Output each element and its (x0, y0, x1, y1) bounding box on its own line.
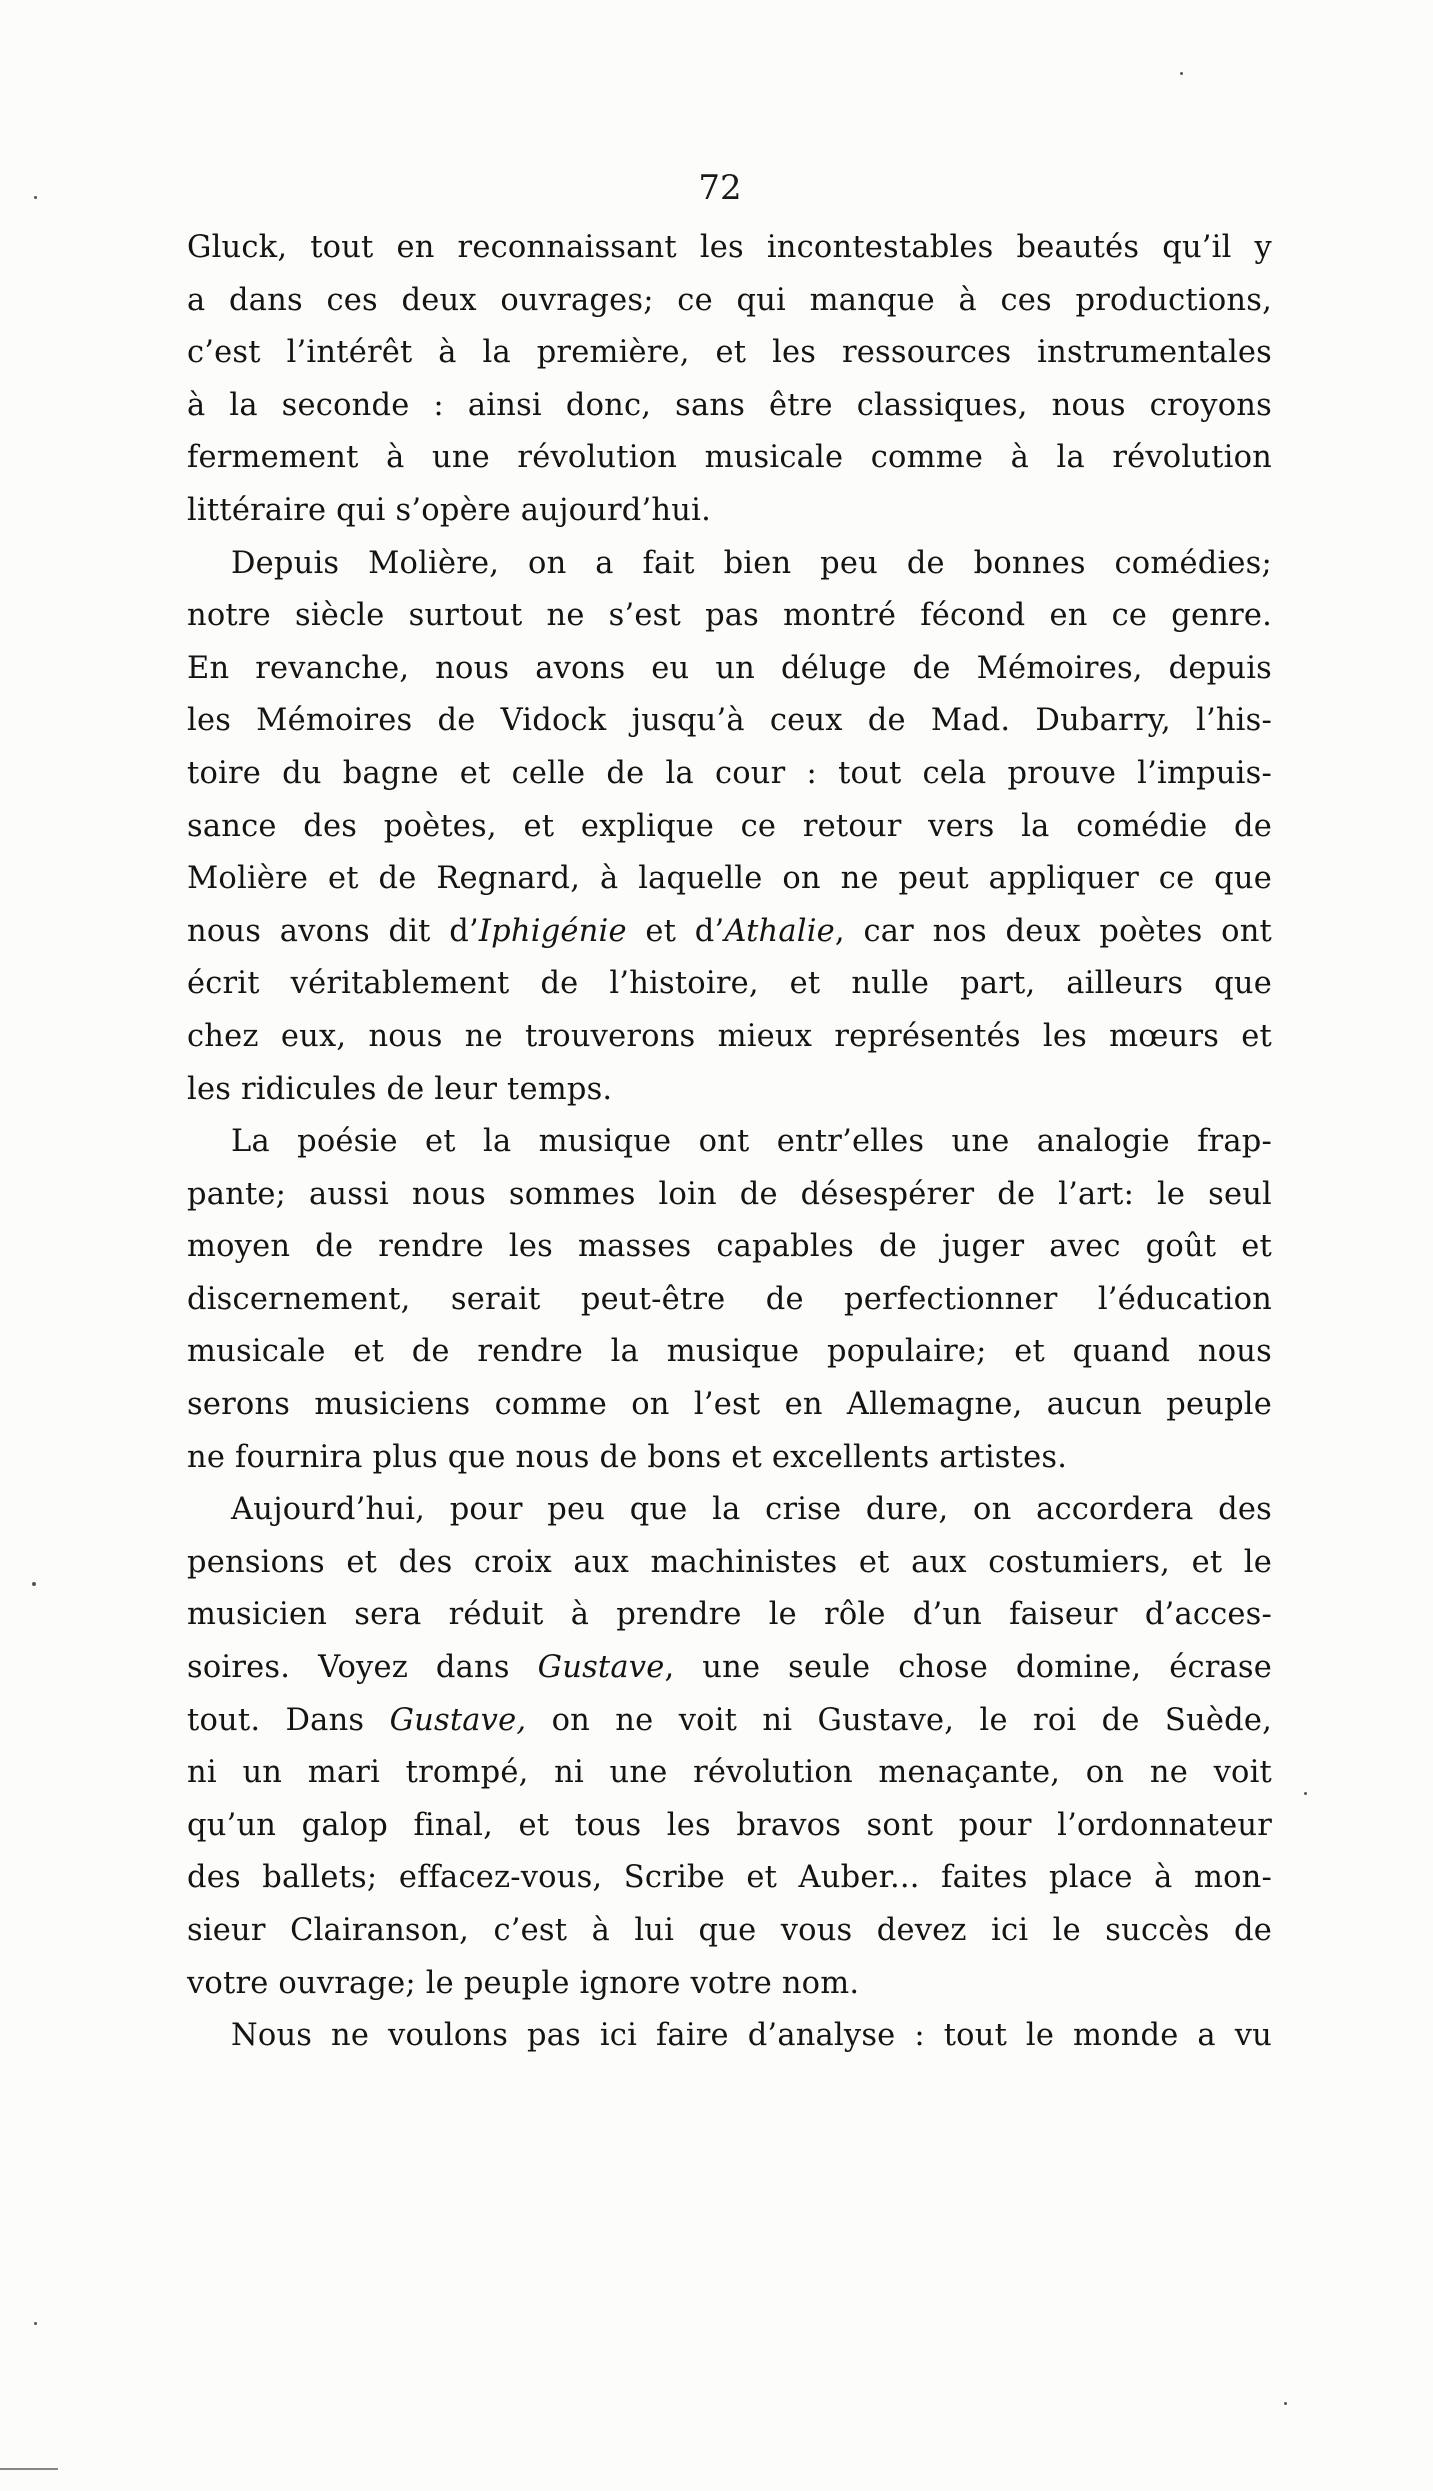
scan-speck (1284, 2402, 1287, 2405)
text-line-with-titles (187, 906, 1272, 959)
scan-speck (1304, 1792, 1307, 1795)
text-line: La poésie et la musique ont entr’elles une analogie frap- (231, 1124, 1272, 1160)
text-line: c’est l’intérêt à la première, et les ressources instrumentales (187, 335, 1272, 371)
paragraph-1 (187, 222, 1272, 538)
text-line: discernement, serait peut-être de perfectionner l’éducation (187, 1281, 1272, 1317)
text-line: notre siècle surtout ne s’est pas montré fécond en ce genre. (187, 598, 1272, 634)
text-line: Gluck, tout en reconnaissant les incontestables beautés qu’il y (187, 230, 1272, 265)
text-line: ni un mari trompé, ni une révolution menaçante, on ne voit (187, 1755, 1272, 1791)
text-fragment: , car nos deux poètes ont (834, 913, 1272, 949)
text-line: musicale et de rendre la musique populaire; et quand nous (187, 1334, 1272, 1370)
title-gustave: Gustave, (389, 1702, 527, 1738)
text-line: toire du bagne et celle de la cour : tout cela prouve l’impuis- (187, 755, 1272, 791)
paragraph-3 (187, 1116, 1272, 1484)
scan-speck (32, 1582, 36, 1586)
text-line: les ridicules de leur temps. (187, 1071, 613, 1107)
text-line: Nous ne voulons pas ici faire d’analyse : tout le monde a vu (231, 2018, 1272, 2054)
text-fragment: et d’ (626, 913, 725, 949)
scan-edge-mark (0, 2468, 58, 2470)
text-line: Aujourd’hui, pour peu que la crise dure, on accordera des (231, 1492, 1272, 1528)
scan-speck (1180, 72, 1183, 75)
text-line: écrit véritablement de l’histoire, et nulle part, ailleurs que (187, 966, 1272, 1002)
text-line: Molière et de Regnard, à laquelle on ne peut appliquer ce que (187, 861, 1272, 897)
text-fragment: , une seule chose domine, écrase (664, 1650, 1272, 1686)
text-line: votre ouvrage; le peuple ignore votre nom. (187, 1965, 860, 2001)
title-athalie: Athalie (724, 913, 835, 949)
text-line: des ballets; effacez-vous, Scribe et Auber... faites place à mon- (187, 1860, 1272, 1896)
text-line: à la seconde : ainsi donc, sans être classiques, nous croyons (187, 387, 1272, 423)
scan-speck (34, 2322, 37, 2325)
text-line: pensions et des croix aux machinistes et aux costumiers, et le (187, 1544, 1272, 1580)
text-line: moyen de rendre les masses capables de juger avec goût et (187, 1229, 1272, 1265)
text-line: a dans ces deux ouvrages; ce qui manque à ces productions, (187, 282, 1272, 318)
page-number: 72 (698, 168, 742, 208)
text-line: En revanche, nous avons eu un déluge de Mémoires, depuis (187, 650, 1272, 686)
text-line: les Mémoires de Vidock jusqu’à ceux de Mad. Dubarry, l’his- (187, 703, 1272, 739)
text-fragment: soires. Voyez dans (187, 1650, 538, 1686)
text-line: ne fournira plus que nous de bons et excellents artistes. (187, 1439, 1068, 1475)
text-line-with-title (187, 1695, 1272, 1748)
paragraph-4 (187, 1484, 1272, 2010)
text-line: qu’un galop final, et tous les bravos sont pour l’ordonnateur (187, 1807, 1272, 1843)
title-gustave: Gustave (537, 1650, 665, 1686)
paragraph-5 (187, 2010, 1272, 2063)
text-line: musicien sera réduit à prendre le rôle d’un faiseur d’acces- (187, 1597, 1272, 1633)
text-line-with-title (187, 1642, 1272, 1695)
text-fragment: on ne voit ni Gustave, le roi de Suède, (526, 1702, 1272, 1738)
scan-speck (34, 196, 37, 199)
text-line: serons musiciens comme on l’est en Allemagne, aucun peuple (187, 1387, 1272, 1423)
text-fragment: tout. Dans (187, 1702, 390, 1738)
text-line: sance des poètes, et explique ce retour vers la comédie de (187, 808, 1272, 844)
text-line: Depuis Molière, on a fait bien peu de bonnes comédies; (231, 545, 1272, 581)
text-line: littéraire qui s’opère aujourd’hui. (187, 492, 711, 528)
title-iphigenie: Iphigénie (478, 913, 627, 949)
body-text (187, 222, 1272, 2063)
text-line: pante; aussi nous sommes loin de désespérer de l’art: le seul (187, 1176, 1272, 1212)
paragraph-2 (187, 538, 1272, 1117)
text-line: chez eux, nous ne trouverons mieux représentés les mœurs et (187, 1018, 1272, 1054)
text-fragment: nous avons dit d’ (187, 913, 479, 949)
text-line: sieur Clairanson, c’est à lui que vous devez ici le succès de (187, 1913, 1272, 1948)
text-line: fermement à une révolution musicale comme à la révolution (187, 440, 1272, 476)
